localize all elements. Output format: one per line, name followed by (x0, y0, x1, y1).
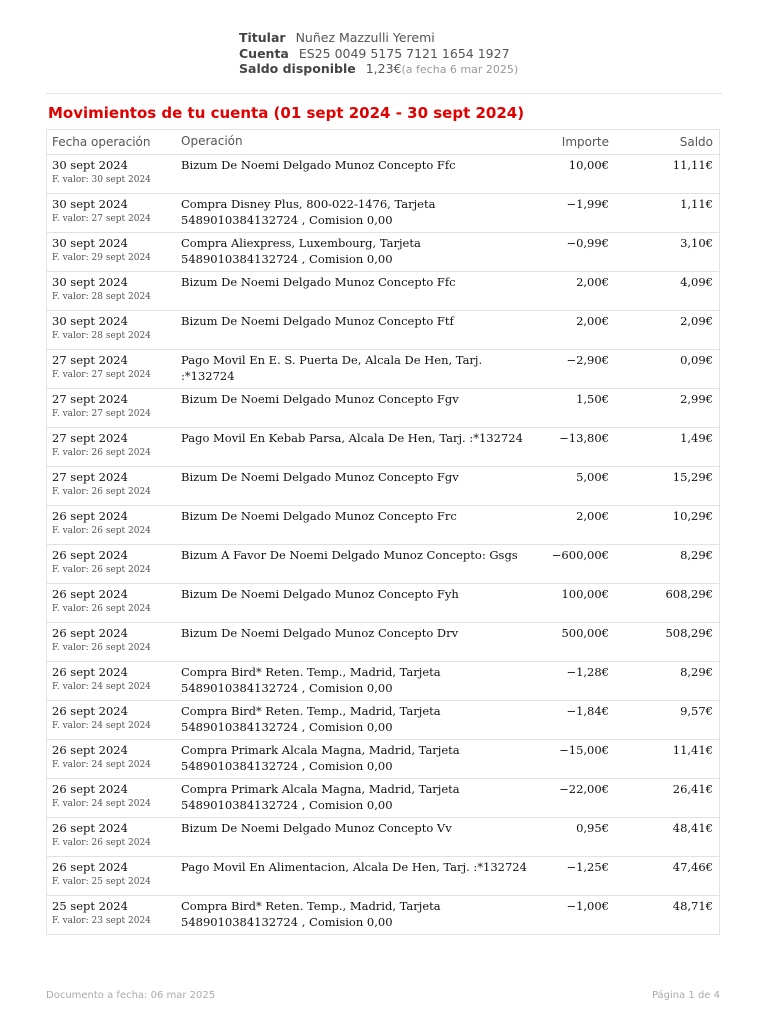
operation-date-cell (47, 389, 181, 421)
value-date: F. valor: 24 sept 2024 (52, 760, 151, 770)
operation-date-cell (47, 701, 181, 733)
table-row (47, 896, 719, 935)
operation-description: Bizum De Noemi Delgado Munoz Concepto Frc (181, 509, 457, 523)
operation-description: Compra Bird* Reten. Temp., Madrid, Tarjeta 5489010384132724 , Comision 0,00 (181, 899, 441, 929)
operation-date-cell (47, 155, 181, 187)
amount: 500,00€ (561, 626, 609, 640)
balance: 0,09€ (680, 353, 713, 367)
amount: 2,00€ (576, 275, 609, 289)
value-date: F. valor: 25 sept 2024 (52, 877, 151, 887)
table-row (47, 350, 719, 389)
operation-description: Compra Primark Alcala Magna, Madrid, Tarjeta 5489010384132724 , Comision 0,00 (181, 782, 460, 812)
amount: −600,00€ (551, 548, 609, 562)
operation-date-cell (47, 194, 181, 226)
value-date: F. valor: 26 sept 2024 (52, 838, 151, 848)
operation-date: 26 sept 2024 (52, 821, 128, 835)
operation-date: 26 sept 2024 (52, 626, 128, 640)
operation-date: 26 sept 2024 (52, 860, 128, 874)
operation-description: Compra Disney Plus, 800-022-1476, Tarjeta 5489010384132724 , Comision 0,00 (181, 197, 436, 227)
amount: 2,00€ (576, 509, 609, 523)
value-date: F. valor: 26 sept 2024 (52, 565, 151, 575)
operation-date: 27 sept 2024 (52, 470, 128, 484)
operation-date: 30 sept 2024 (52, 158, 128, 172)
balance: 1,49€ (680, 431, 713, 445)
operation-description: Compra Bird* Reten. Temp., Madrid, Tarjeta 5489010384132724 , Comision 0,00 (181, 665, 441, 695)
operation-date-cell (47, 506, 181, 538)
balance-date-note: (a fecha 6 mar 2025) (401, 63, 519, 76)
table-row (47, 857, 719, 896)
operation-date: 26 sept 2024 (52, 782, 128, 796)
value-date: F. valor: 26 sept 2024 (52, 643, 151, 653)
operation-description: Bizum De Noemi Delgado Munoz Concepto Vv (181, 821, 452, 835)
amount: −1,00€ (566, 899, 609, 913)
operation-description: Bizum De Noemi Delgado Munoz Concepto Drv (181, 626, 459, 640)
operation-description: Bizum A Favor De Noemi Delgado Munoz Concepto: Gsgs (181, 548, 518, 562)
table-row (47, 311, 719, 350)
balance: 608,29€ (665, 587, 713, 601)
column-header-amount: Importe (561, 135, 609, 149)
value-date: F. valor: 27 sept 2024 (52, 409, 151, 419)
operation-description: Pago Movil En Kebab Parsa, Alcala De Hen, Tarj. :*132724 (181, 431, 523, 445)
value-date: F. valor: 30 sept 2024 (52, 175, 151, 185)
balance: 3,10€ (680, 236, 713, 250)
amount: −1,28€ (566, 665, 609, 679)
operation-date: 26 sept 2024 (52, 548, 128, 562)
operation-description: Bizum De Noemi Delgado Munoz Concepto Fyh (181, 587, 459, 601)
value-date: F. valor: 24 sept 2024 (52, 721, 151, 731)
balance: 4,09€ (680, 275, 713, 289)
table-row (47, 623, 719, 662)
operation-date-cell (47, 740, 181, 772)
section-title: Movimientos de tu cuenta (01 sept 2024 - 30 sept 2024) (48, 104, 525, 122)
operation-date: 27 sept 2024 (52, 392, 128, 406)
balance: 26,41€ (672, 782, 713, 796)
amount: 1,50€ (576, 392, 609, 406)
transactions-table (46, 129, 720, 935)
page-indicator: Página 1 de 4 (651, 990, 720, 1001)
table-row (47, 194, 719, 233)
operation-description: Pago Movil En Alimentacion, Alcala De Hen, Tarj. :*132724 (181, 860, 527, 874)
operation-date-cell (47, 467, 181, 499)
table-row (47, 155, 719, 194)
operation-description: Bizum De Noemi Delgado Munoz Concepto Ffc (181, 158, 456, 172)
balance: 508,29€ (665, 626, 713, 640)
balance: 1,11€ (680, 197, 713, 211)
operation-description: Bizum De Noemi Delgado Munoz Concepto Ffc (181, 275, 456, 289)
balance: 9,57€ (680, 704, 713, 718)
account-label: Cuenta (239, 45, 289, 61)
balance-value: 1,23€ (365, 61, 402, 76)
header-divider (46, 93, 722, 94)
operation-date-cell (47, 545, 181, 577)
amount: 2,00€ (576, 314, 609, 328)
balance-row (239, 61, 518, 77)
value-date: F. valor: 26 sept 2024 (52, 604, 151, 614)
value-date: F. valor: 26 sept 2024 (52, 448, 151, 458)
account-header (239, 30, 518, 77)
balance: 48,71€ (672, 899, 713, 913)
table-row (47, 779, 719, 818)
balance: 10,29€ (672, 509, 713, 523)
holder-value: Nuñez Mazzulli Yeremi (295, 30, 435, 45)
balance: 11,41€ (672, 743, 713, 757)
operation-date-cell (47, 350, 181, 382)
value-date: F. valor: 27 sept 2024 (52, 214, 151, 224)
holder-row (239, 30, 518, 46)
operation-date: 27 sept 2024 (52, 431, 128, 445)
amount: −1,25€ (566, 860, 609, 874)
balance: 11,11€ (672, 158, 713, 172)
operation-date: 26 sept 2024 (52, 587, 128, 601)
holder-label: Titular (239, 30, 286, 45)
table-row (47, 272, 719, 311)
table-row (47, 545, 719, 584)
document-date: Documento a fecha: 06 mar 2025 (46, 990, 216, 1001)
operation-date: 30 sept 2024 (52, 236, 128, 250)
balance: 48,41€ (672, 821, 713, 835)
amount: 5,00€ (576, 470, 609, 484)
operation-date-cell (47, 272, 181, 304)
operation-description: Bizum De Noemi Delgado Munoz Concepto Fgv (181, 470, 459, 484)
table-row (47, 584, 719, 623)
value-date: F. valor: 26 sept 2024 (52, 487, 151, 497)
operation-date: 26 sept 2024 (52, 704, 128, 718)
table-row (47, 818, 719, 857)
value-date: F. valor: 24 sept 2024 (52, 682, 151, 692)
amount: 100,00€ (561, 587, 609, 601)
table-row (47, 233, 719, 272)
operation-description: Bizum De Noemi Delgado Munoz Concepto Ftf (181, 314, 454, 328)
amount: −1,99€ (566, 197, 609, 211)
balance: 2,99€ (680, 392, 713, 406)
operation-date-cell (47, 662, 181, 694)
value-date: F. valor: 29 sept 2024 (52, 253, 151, 263)
operation-date: 30 sept 2024 (52, 314, 128, 328)
column-header-operation: Operación (181, 134, 243, 149)
operation-description: Compra Primark Alcala Magna, Madrid, Tarjeta 5489010384132724 , Comision 0,00 (181, 743, 460, 773)
operation-date: 26 sept 2024 (52, 665, 128, 679)
operation-date: 25 sept 2024 (52, 899, 128, 913)
amount: −13,80€ (559, 431, 609, 445)
operation-description: Pago Movil En E. S. Puerta De, Alcala De Hen, Tarj. :*132724 (181, 353, 483, 383)
amount: −22,00€ (559, 782, 609, 796)
amount: −2,90€ (566, 353, 609, 367)
value-date: F. valor: 23 sept 2024 (52, 916, 151, 926)
amount: −0,99€ (566, 236, 609, 250)
balance: 15,29€ (672, 470, 713, 484)
amount: 0,95€ (576, 821, 609, 835)
value-date: F. valor: 27 sept 2024 (52, 370, 151, 380)
operation-date: 30 sept 2024 (52, 275, 128, 289)
operation-date-cell (47, 818, 181, 850)
table-row (47, 506, 719, 545)
amount: 10,00€ (568, 158, 609, 172)
balance: 2,09€ (680, 314, 713, 328)
value-date: F. valor: 28 sept 2024 (52, 292, 151, 302)
table-row (47, 740, 719, 779)
value-date: F. valor: 24 sept 2024 (52, 799, 151, 809)
column-header-balance: Saldo (679, 135, 713, 149)
operation-description: Compra Aliexpress, Luxembourg, Tarjeta 5489010384132724 , Comision 0,00 (181, 236, 421, 266)
operation-date: 26 sept 2024 (52, 743, 128, 757)
account-number: ES25 0049 5175 7121 1654 1927 (298, 45, 510, 61)
table-row (47, 701, 719, 740)
amount: −15,00€ (559, 743, 609, 757)
operation-date-cell (47, 311, 181, 343)
operation-date-cell (47, 623, 181, 655)
table-header (47, 130, 719, 155)
value-date: F. valor: 28 sept 2024 (52, 331, 151, 341)
table-row (47, 662, 719, 701)
operation-description: Compra Bird* Reten. Temp., Madrid, Tarjeta 5489010384132724 , Comision 0,00 (181, 704, 441, 734)
table-row (47, 428, 719, 467)
balance: 8,29€ (680, 548, 713, 562)
balance-label: Saldo disponible (239, 61, 356, 76)
operation-description: Bizum De Noemi Delgado Munoz Concepto Fgv (181, 392, 459, 406)
amount: −1,84€ (566, 704, 609, 718)
operation-date-cell (47, 779, 181, 811)
operation-date-cell (47, 233, 181, 265)
operation-date-cell (47, 896, 181, 928)
operation-date: 30 sept 2024 (52, 197, 128, 211)
value-date: F. valor: 26 sept 2024 (52, 526, 151, 536)
balance: 47,46€ (672, 860, 713, 874)
table-row (47, 389, 719, 428)
column-header-date: Fecha operación (52, 135, 151, 149)
operation-date-cell (47, 857, 181, 889)
operation-date: 26 sept 2024 (52, 509, 128, 523)
balance: 8,29€ (680, 665, 713, 679)
operation-date-cell (47, 584, 181, 616)
operation-date: 27 sept 2024 (52, 353, 128, 367)
table-row (47, 467, 719, 506)
account-row (239, 46, 518, 62)
table-body (47, 155, 719, 935)
operation-date-cell (47, 428, 181, 460)
